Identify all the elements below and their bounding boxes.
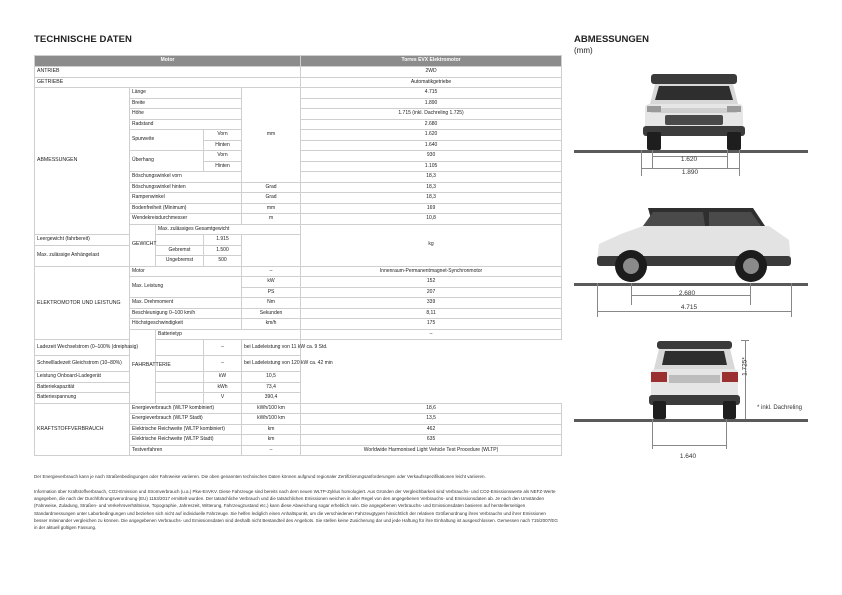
row-value: 2.680 [301, 119, 562, 130]
row-label: Leergewicht (fahrbereit) [35, 235, 204, 246]
row-value: 635 [301, 435, 562, 446]
page-title: TECHNISCHE DATEN [34, 34, 133, 45]
header-model: Torres EVX Elektromotor [301, 56, 562, 67]
row-unit: kW [204, 372, 242, 383]
row-unit: Grad [242, 193, 301, 204]
row-value: bei Ladeleistung von 11 kW ca. 9 Std. [242, 340, 301, 356]
row-unit: Grad [242, 182, 301, 193]
ground-band-rear [574, 419, 808, 422]
height-label: 1.725* [741, 357, 749, 376]
row-value: Worldwide Harmonised Light Vehicle Test Procedure (WLTP) [301, 445, 562, 456]
footnote-energy: Der Energieverbrauch kann je nach Straßenbedingungen oder Fahrweise variieren. Die oben genannten technischen Daten können aufgrund regionaler Zertifizierungsanforderungen oder Verkaufsspezifikationen leicht variieren. [34, 474, 486, 479]
row-label: Höhe [130, 109, 242, 120]
car-front-view [641, 70, 747, 152]
row-label: Batteriespannung [35, 393, 204, 404]
roof-note: * inkl. Dachreling [757, 405, 803, 411]
table-row [35, 382, 562, 393]
row-label: Batteriekapazität [35, 382, 204, 393]
front-track-label: 1.620 [680, 156, 698, 163]
row-value: 462 [301, 424, 562, 435]
row-value: 4.715 [301, 88, 562, 99]
row-label: Radstand [130, 119, 242, 130]
row-label: Rampenwinkel [130, 193, 242, 204]
row-label: Max. zulässige Anhängelast [35, 245, 156, 266]
row-value: 207 [301, 287, 562, 298]
row-label: GETRIEBE [35, 77, 301, 88]
unit-kg: kg [301, 224, 562, 266]
row-value: 18,3 [301, 193, 562, 204]
row-value: 8,11 [301, 308, 562, 319]
row-value: 1.500 [204, 245, 242, 256]
rear-track-label: 1.640 [679, 453, 697, 460]
section-abmessungen: ABMESSUNGEN [35, 88, 130, 235]
row-value: Innenraum-Permanentmagnet-Synchronmotor [301, 266, 562, 277]
row-sublabel: Gebremst [156, 245, 204, 256]
row-unit: m [242, 214, 301, 225]
section-verbrauch: KRAFTSTOFFVERBRAUCH [35, 403, 130, 456]
row-unit: mm [242, 203, 301, 214]
row-value: 13,5 [301, 414, 562, 425]
row-label: Länge [130, 88, 242, 99]
row-label: Breite [130, 98, 242, 109]
row-value: bei Ladeleistung von 120 kW ca. 42 min [242, 356, 301, 372]
table-header-row [35, 56, 562, 67]
row-unit: – [242, 445, 301, 456]
row-label: Elektrische Reichweite (WLTP Stadt) [130, 435, 242, 446]
front-width-label: 1.890 [681, 169, 699, 176]
row-label: Wendekreisdurchmesser [130, 214, 242, 225]
ground-band-front [574, 150, 808, 153]
table-row [35, 67, 562, 78]
row-label: Max. Leistung [130, 277, 242, 298]
row-value: 930 [301, 151, 562, 162]
row-label: Motor [130, 266, 242, 277]
section-elektromotor: ELEKTROMOTOR UND LEISTUNG [35, 266, 130, 340]
row-label: Elektrische Reichweite (WLTP kombiniert) [130, 424, 242, 435]
row-label: ANTRIEB [35, 67, 301, 78]
table-row [35, 393, 562, 404]
row-value: 175 [301, 319, 562, 330]
row-unit: V [204, 393, 242, 404]
length-label: 4.715 [680, 304, 698, 311]
row-value: 500 [204, 256, 242, 267]
row-value: 1.915 [204, 235, 242, 246]
table-row [35, 266, 562, 277]
row-unit: km [242, 424, 301, 435]
row-unit: km/h [242, 319, 301, 330]
section-fahrbatterie: FAHRBATTERIE [130, 329, 156, 403]
footnote-legal: Information über Kraftstoffverbrauch, CO2-Emission und Stromverbrauch (u.a.) Pkw-EnVKV. Diese Fahrzeuge sind bereits nach dem neuen WLTP-Zyklus homologiert. Aus Gründen der Vergleichbarkeit sind Verbrauchs- und CO2-Emissionswerte als NEFZ-Werte angegeben, die nach der Durchführungsverordnung (EU) 1153/2017 ermittelt wurden. Der tatsächliche Verbrauch und die tatsächlichen Emissionen weichen in aller Regel von den angegebenen Verbrauchs- und Emissionsdaten ab. Je nach den Umständen (Fahrweise, Zuladung, Straßen- und Verkehrsverhältnisse, Topographie, Jahreszeit, Witterung, Fahrzeugzustand etc.) kann diese Abweichung sogar erheblich sein. Die angegebenen Verbrauchs- und Emissionsdaten basieren auf herstellerseitigen Standardmessungen unter Laborbedingungen und beziehen sich nicht auf individuelle Fahrzeuge. Sie helfen lediglich einen Anhaltspunkt, um die verschiedenen Fahrzeugtypen hinsichtlich der relativen Größenordnung ihres Verbrauchs und ihrer Emissionen besser miteinander vergleichen zu können. Die angegebenen Verbrauchs- und Emissionsdaten sind deshalb nicht Bestandteil des Angebots. Sie stellen keine Zusicherung dar und jede Haftung für ihre Einhaltung ist ausgeschlossen. Gemessen nach 715/2007/EG in der aktuell gültigen Fassung. [34, 489, 558, 531]
table-row [35, 77, 562, 88]
row-sublabel: Ungebremst [156, 256, 204, 267]
car-side-view [593, 204, 793, 284]
row-unit: PS [242, 287, 301, 298]
row-label: Böschungswinkel hinten [130, 182, 242, 193]
row-label: Batterietyp [156, 329, 301, 340]
row-label: Bodenfreiheit (Minimum) [130, 203, 242, 214]
row-value: 1.640 [301, 140, 562, 151]
row-value: 152 [301, 277, 562, 288]
row-value: 1.620 [301, 130, 562, 141]
row-label: Testverfahren [130, 445, 242, 456]
table-row [35, 88, 562, 99]
row-unit: kW [242, 277, 301, 288]
row-unit: – [242, 266, 301, 277]
row-unit: Nm [242, 298, 301, 309]
row-value: Automatikgetriebe [301, 77, 562, 88]
table-row [35, 372, 562, 383]
ground-band-side [574, 283, 808, 286]
row-label: Energieverbrauch (WLTP kombiniert) [130, 403, 242, 414]
car-rear-view [647, 339, 742, 421]
row-value: 1.890 [301, 98, 562, 109]
row-value: 73,4 [242, 382, 301, 393]
table-row [35, 356, 562, 372]
table-row [35, 340, 562, 356]
section-gewicht: GEWICHT [130, 224, 156, 266]
table-row [35, 403, 562, 414]
row-label: Beschleunigung 0–100 km/h [130, 308, 242, 319]
row-value: 1.715 (inkl. Dachreling 1.725) [301, 109, 562, 120]
row-sublabel: Hinten [204, 161, 242, 172]
row-sublabel: Hinten [204, 140, 242, 151]
row-unit: Sekunden [242, 308, 301, 319]
row-label: Max. Drehmoment [130, 298, 242, 309]
row-value: 18,3 [301, 172, 562, 183]
header-motor: Motor [35, 56, 301, 67]
row-value: 18,6 [301, 403, 562, 414]
row-label: Schnellladezeit Gleichstrom (10–80%) [35, 356, 204, 372]
dimensions-title: ABMESSUNGEN [574, 34, 649, 45]
wheelbase-label: 2.680 [678, 290, 696, 297]
row-unit: – [204, 356, 242, 372]
row-unit: – [204, 340, 242, 356]
row-value: 390,4 [242, 393, 301, 404]
spec-table [34, 55, 562, 456]
row-sublabel: Vorn [204, 151, 242, 162]
row-unit: – [301, 329, 562, 340]
row-value: 10,8 [301, 214, 562, 225]
row-value: 1.105 [301, 161, 562, 172]
row-value: 2WD [301, 67, 562, 78]
row-unit: kWh/100 km [242, 414, 301, 425]
row-label: Max. zulässiges Gesamtgewicht [156, 224, 301, 235]
row-value: 169 [301, 203, 562, 214]
row-unit: km [242, 435, 301, 446]
row-label: Böschungswinkel vorn [130, 172, 242, 183]
row-label: Energieverbrauch (WLTP Stadt) [130, 414, 242, 425]
row-label: Ladezeit Wechselstrom (0–100% (dreiphasig) [35, 340, 204, 356]
unit-mm: mm [242, 88, 301, 183]
row-unit: kWh [204, 382, 242, 393]
row-label: Leistung Onboard-Ladegerät [35, 372, 204, 383]
row-value: 10,5 [242, 372, 301, 383]
row-value: 339 [301, 298, 562, 309]
row-unit: kWh/100 km [242, 403, 301, 414]
dimensions-unit: (mm) [574, 46, 593, 55]
row-label: Überhang [130, 151, 204, 172]
row-value: 18,3 [301, 182, 562, 193]
row-label: Spurweite [130, 130, 204, 151]
row-label: Höchstgeschwindigkeit [130, 319, 242, 330]
row-sublabel: Vorn [204, 130, 242, 141]
